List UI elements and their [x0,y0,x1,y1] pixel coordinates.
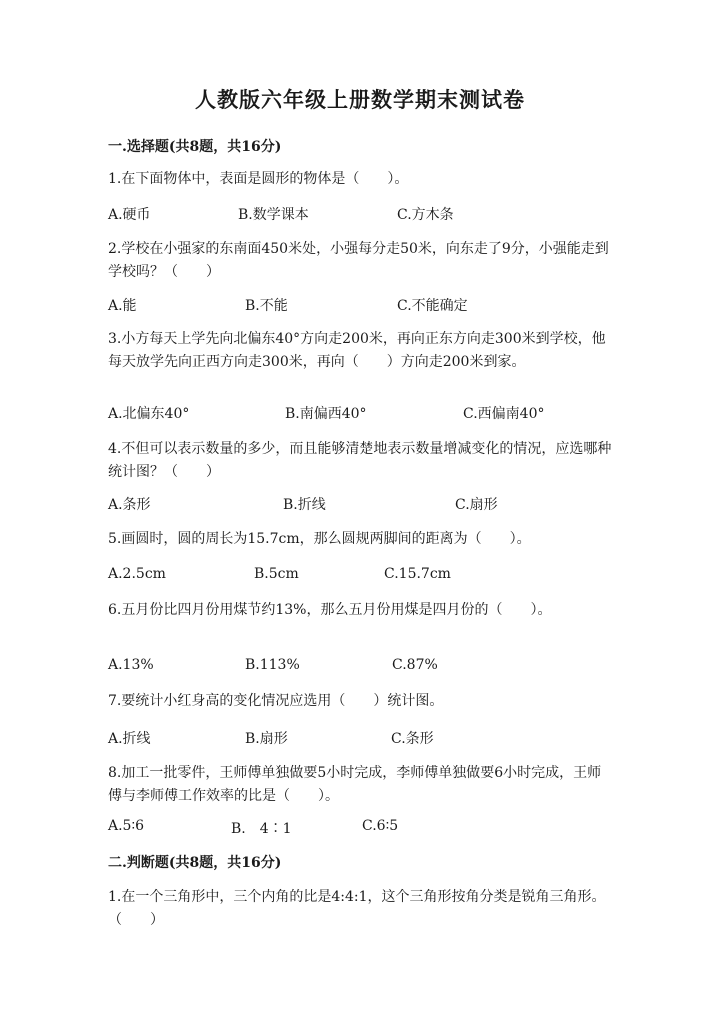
question-1: 1.在下面物体中，表面是圆形的物体是（ ）。 [108,171,409,187]
judgment-question-1: 1.在一个三角形中，三个内角的比是4:4:1，这个三角形按角分类是锐角三角形。（ ） [108,889,606,928]
option-b: B.不能 [245,298,288,314]
option-a: A.折线 [108,731,151,747]
option-c: C.15.7cm [384,566,451,582]
option-a: A.北偏东40° [108,406,190,422]
section-heading-choice: 一.选择题(共8题，共16分) [108,139,282,155]
option-a: A.13% [108,657,154,673]
question-7-options [108,728,613,748]
option-c: C.扇形 [455,497,498,513]
option-c: C.6∶5 [362,818,399,834]
option-b: B.5cm [254,566,299,582]
option-c: C.西偏南40° [463,406,545,422]
option-a: A.2.5cm [108,566,166,582]
option-c: C.方木条 [397,207,454,223]
page-title: 人教版六年级上册数学期末测试卷 [195,87,525,112]
question-3: 3.小方每天上学先向北偏东40°方向走200米，再向正东方向走300米到学校，他每天放学先向正西方向走300米，再向（ ）方向走200米到家。 [108,331,606,370]
option-c: C.条形 [391,731,434,747]
option-b: B.扇形 [245,731,288,747]
question-8-options [108,818,613,838]
question-6-options [108,657,613,677]
question-8: 8.加工一批零件，王师傅单独做要5小时完成，李师傅单独做要6小时完成，王师傅与李师傅工作效率的比是（ ）。 [108,765,602,804]
option-a: A.硬币 [108,207,151,223]
option-b: B.113% [245,657,300,673]
option-b: B.数学课本 [238,207,309,223]
option-c: C.不能确定 [397,298,468,314]
option-c: C.87% [392,657,438,673]
option-b: B.南偏西40° [285,406,367,422]
question-7: 7.要统计小红身高的变化情况应选用（ ）统计图。 [108,693,444,709]
question-2: 2.学校在小强家的东南面450米处，小强每分走50米，向东走了9分，小强能走到学校吗？（ ） [108,241,609,280]
question-5: 5.画圆时，圆的周长为15.7cm，那么圆规两脚间的距离为（ ）。 [108,531,531,547]
question-6: 6.五月份比四月份用煤节约13%，那么五月份用煤是四月份的（ ）。 [108,602,552,618]
section-heading-judgment: 二.判断题(共8题，共16分) [108,855,282,871]
question-1-options [108,204,613,224]
question-4: 4.不但可以表示数量的多少，而且能够清楚地表示数量增减变化的情况，应选哪种统计图？（ ） [108,441,612,480]
question-5-options [108,566,613,586]
option-b: B.折线 [283,497,326,513]
question-2-options [108,295,613,315]
question-4-options [108,494,613,514]
question-3-options [108,403,613,423]
option-b: B. 4∶1 [231,821,292,837]
option-a: A.5∶6 [108,818,145,834]
option-a: A.能 [108,298,137,314]
option-a: A.条形 [108,497,151,513]
